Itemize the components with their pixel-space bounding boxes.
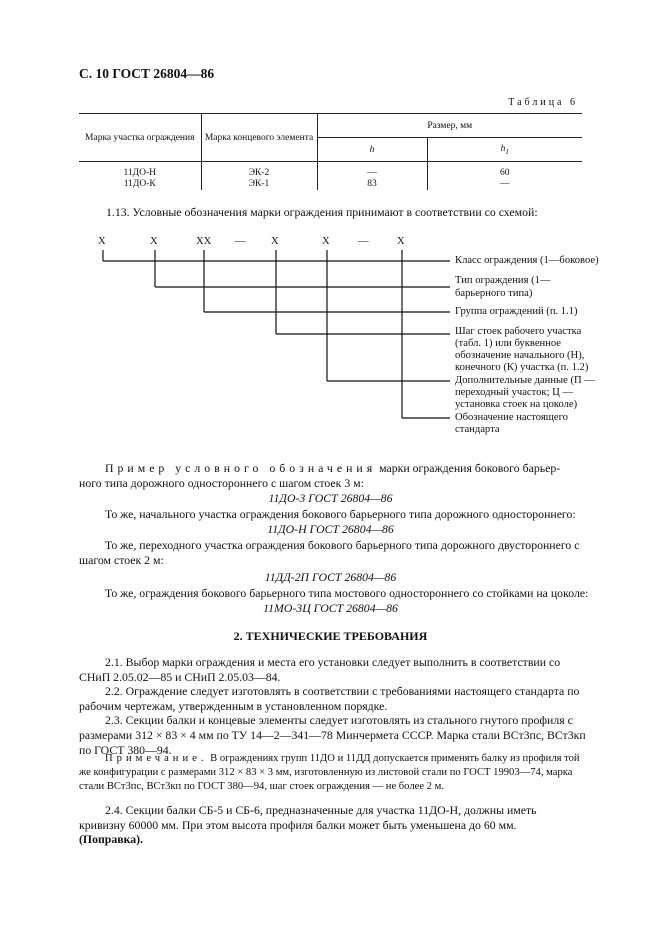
- example-code-2: 11ДО-Н ГОСТ 26804—86: [267, 522, 394, 537]
- paragraph-2-4: [79, 803, 582, 847]
- sub-header-h1-letter: h: [500, 143, 506, 154]
- note-line-1-rest: В ограждениях групп 11ДО и 11ДД допускается применять балку из профиля той: [207, 753, 580, 764]
- col-header-size: Размер, мм: [317, 114, 582, 138]
- correction-mark: (Поправка).: [79, 832, 144, 847]
- p21-line-1: 2.1. Выбор марки ограждения и места его установки следует выполнить в соответствии со: [105, 655, 561, 669]
- paragraph-1-13: 1.13. Условные обозначения марки ограждения принимают в соответствии со схемой:: [106, 205, 538, 219]
- cell-h1: 60: [427, 168, 582, 179]
- scheme-dash: —: [358, 236, 369, 247]
- p22-line-1: 2.2. Ограждение следует изготовлять в соответствии с требованиями настоящего стандарта по: [105, 684, 580, 699]
- note-line-2: же конфигурации с размерами 312 × 83 × 3 мм, изготовленную из листовой стали по ГОСТ 19903—74, марка: [79, 767, 573, 778]
- scheme-mark-class: Х: [98, 236, 106, 247]
- section-title: 2. ТЕХНИЧЕСКИЕ ТРЕБОВАНИЯ: [233, 629, 428, 643]
- example-line-1-rest: марки ограждения бокового барьер-: [376, 461, 561, 475]
- scheme-mark-group: ХХ: [196, 236, 212, 247]
- legend-extra-2: переходный участок; Ц —: [455, 387, 574, 398]
- note-lead: Примечание.: [105, 753, 208, 764]
- scheme-mark-type: Х: [150, 236, 158, 247]
- example-code-3: 11ДД-2П ГОСТ 26804—86: [264, 570, 397, 585]
- example-lead: Пример условного обозначения: [105, 461, 377, 475]
- legend-step-4: конечного (К) участка (п. 1.2): [455, 362, 589, 373]
- col-header-end-element: Марка концевого элемента: [201, 114, 317, 162]
- sub-header-h1-index: 1: [505, 147, 509, 156]
- legend-step-2: (табл. 1) или буквенное: [455, 338, 561, 349]
- page-header: С. 10 ГОСТ 26804—86: [79, 66, 215, 81]
- p24-line-2: кривизну 60000 мм. При этом высота профиля балки может быть уменьшена до 60 мм.: [79, 817, 517, 832]
- legend-type-2: барьерного типа): [455, 288, 533, 299]
- cell-h: 83: [317, 179, 427, 190]
- cell-end: ЭК-2: [201, 168, 317, 179]
- scheme-mark-extra: Х: [322, 236, 330, 247]
- note-block: [79, 752, 582, 794]
- legend-group: Группа ограждений (п. 1.1): [455, 306, 578, 317]
- cell-end: ЭК-1: [201, 179, 317, 190]
- p24-line-1: 2.4. Секции балки СБ-5 и СБ-6, предназначенные для участка 11ДО-Н, должны иметь: [105, 803, 537, 817]
- cell-h1: —: [427, 179, 582, 190]
- legend-type-1: Тип ограждения (1—: [455, 275, 551, 286]
- example-code-1: 11ДО-3 ГОСТ 26804—86: [268, 491, 393, 506]
- legend-step-1: Шаг стоек рабочего участка: [455, 326, 582, 337]
- note-line-3: стали ВСт3пс, ВСт3кп по ГОСТ 380—94, шаг стоек ограждения — не более 2 м.: [79, 781, 444, 792]
- scheme-mark-step: Х: [271, 236, 279, 247]
- example-code-4: 11МО-3Ц ГОСТ 26804—86: [263, 601, 398, 616]
- example-line-4b: шагом стоек 2 м:: [79, 552, 164, 567]
- col-header-mark: Марка участка ограждения: [79, 114, 201, 162]
- legend-class: Класс ограждения (1—боковое): [455, 255, 599, 266]
- example-line-1: [79, 461, 582, 476]
- p23-line-1: 2.3. Секции балки и концевые элементы следует изготовлять из стального гнутого профиля с: [105, 713, 573, 728]
- sub-header-h: h: [317, 138, 427, 162]
- example-block: [79, 461, 589, 616]
- p21-line-2: СНиП 2.05.02—85 и СНиП 2.05.03—84.: [79, 669, 281, 684]
- example-line-2: ного типа дорожного одностороннего с шагом стоек 3 м:: [79, 475, 364, 490]
- p23-line-3: по ГОСТ 380—94.: [79, 742, 172, 757]
- scheme-dash: —: [235, 236, 246, 247]
- p23-line-2: размерами 312 × 83 × 4 мм по ТУ 14—2—341—78 Минчермета СССР. Марка стали ВСт3пс, ВСт3кп: [79, 727, 586, 742]
- legend-extra-1: Дополнительные данные (П —: [455, 375, 595, 386]
- example-line-4a: То же, переходного участка ограждения бокового барьерного типа дорожного двустороннего с: [105, 537, 580, 552]
- cell-h: —: [317, 168, 427, 179]
- cell-mark: 11ДО-К: [123, 179, 156, 189]
- legend-standard-1: Обозначение настоящего: [455, 412, 568, 423]
- cell-mark: 11ДО-Н: [123, 168, 156, 178]
- legend-extra-3: установка стоек на цоколе): [455, 399, 578, 410]
- p22-line-2: рабочим чертежам, утвержденным в установленном порядке.: [79, 698, 388, 713]
- note-line-1: [79, 752, 582, 766]
- example-line-3: То же, начального участка ограждения бокового барьерного типа дорожного одностороннего:: [105, 506, 576, 521]
- section-2-body: [79, 655, 586, 757]
- legend-step-3: обозначение начального (Н),: [455, 350, 585, 361]
- table-caption: Таблица 6: [508, 97, 578, 108]
- legend-standard-2: стандарта: [455, 424, 500, 435]
- example-line-5: То же, ограждения бокового барьерного типа мостового одностороннего со стойками на цоколе:: [105, 585, 589, 600]
- scheme-mark-standard: Х: [397, 236, 405, 247]
